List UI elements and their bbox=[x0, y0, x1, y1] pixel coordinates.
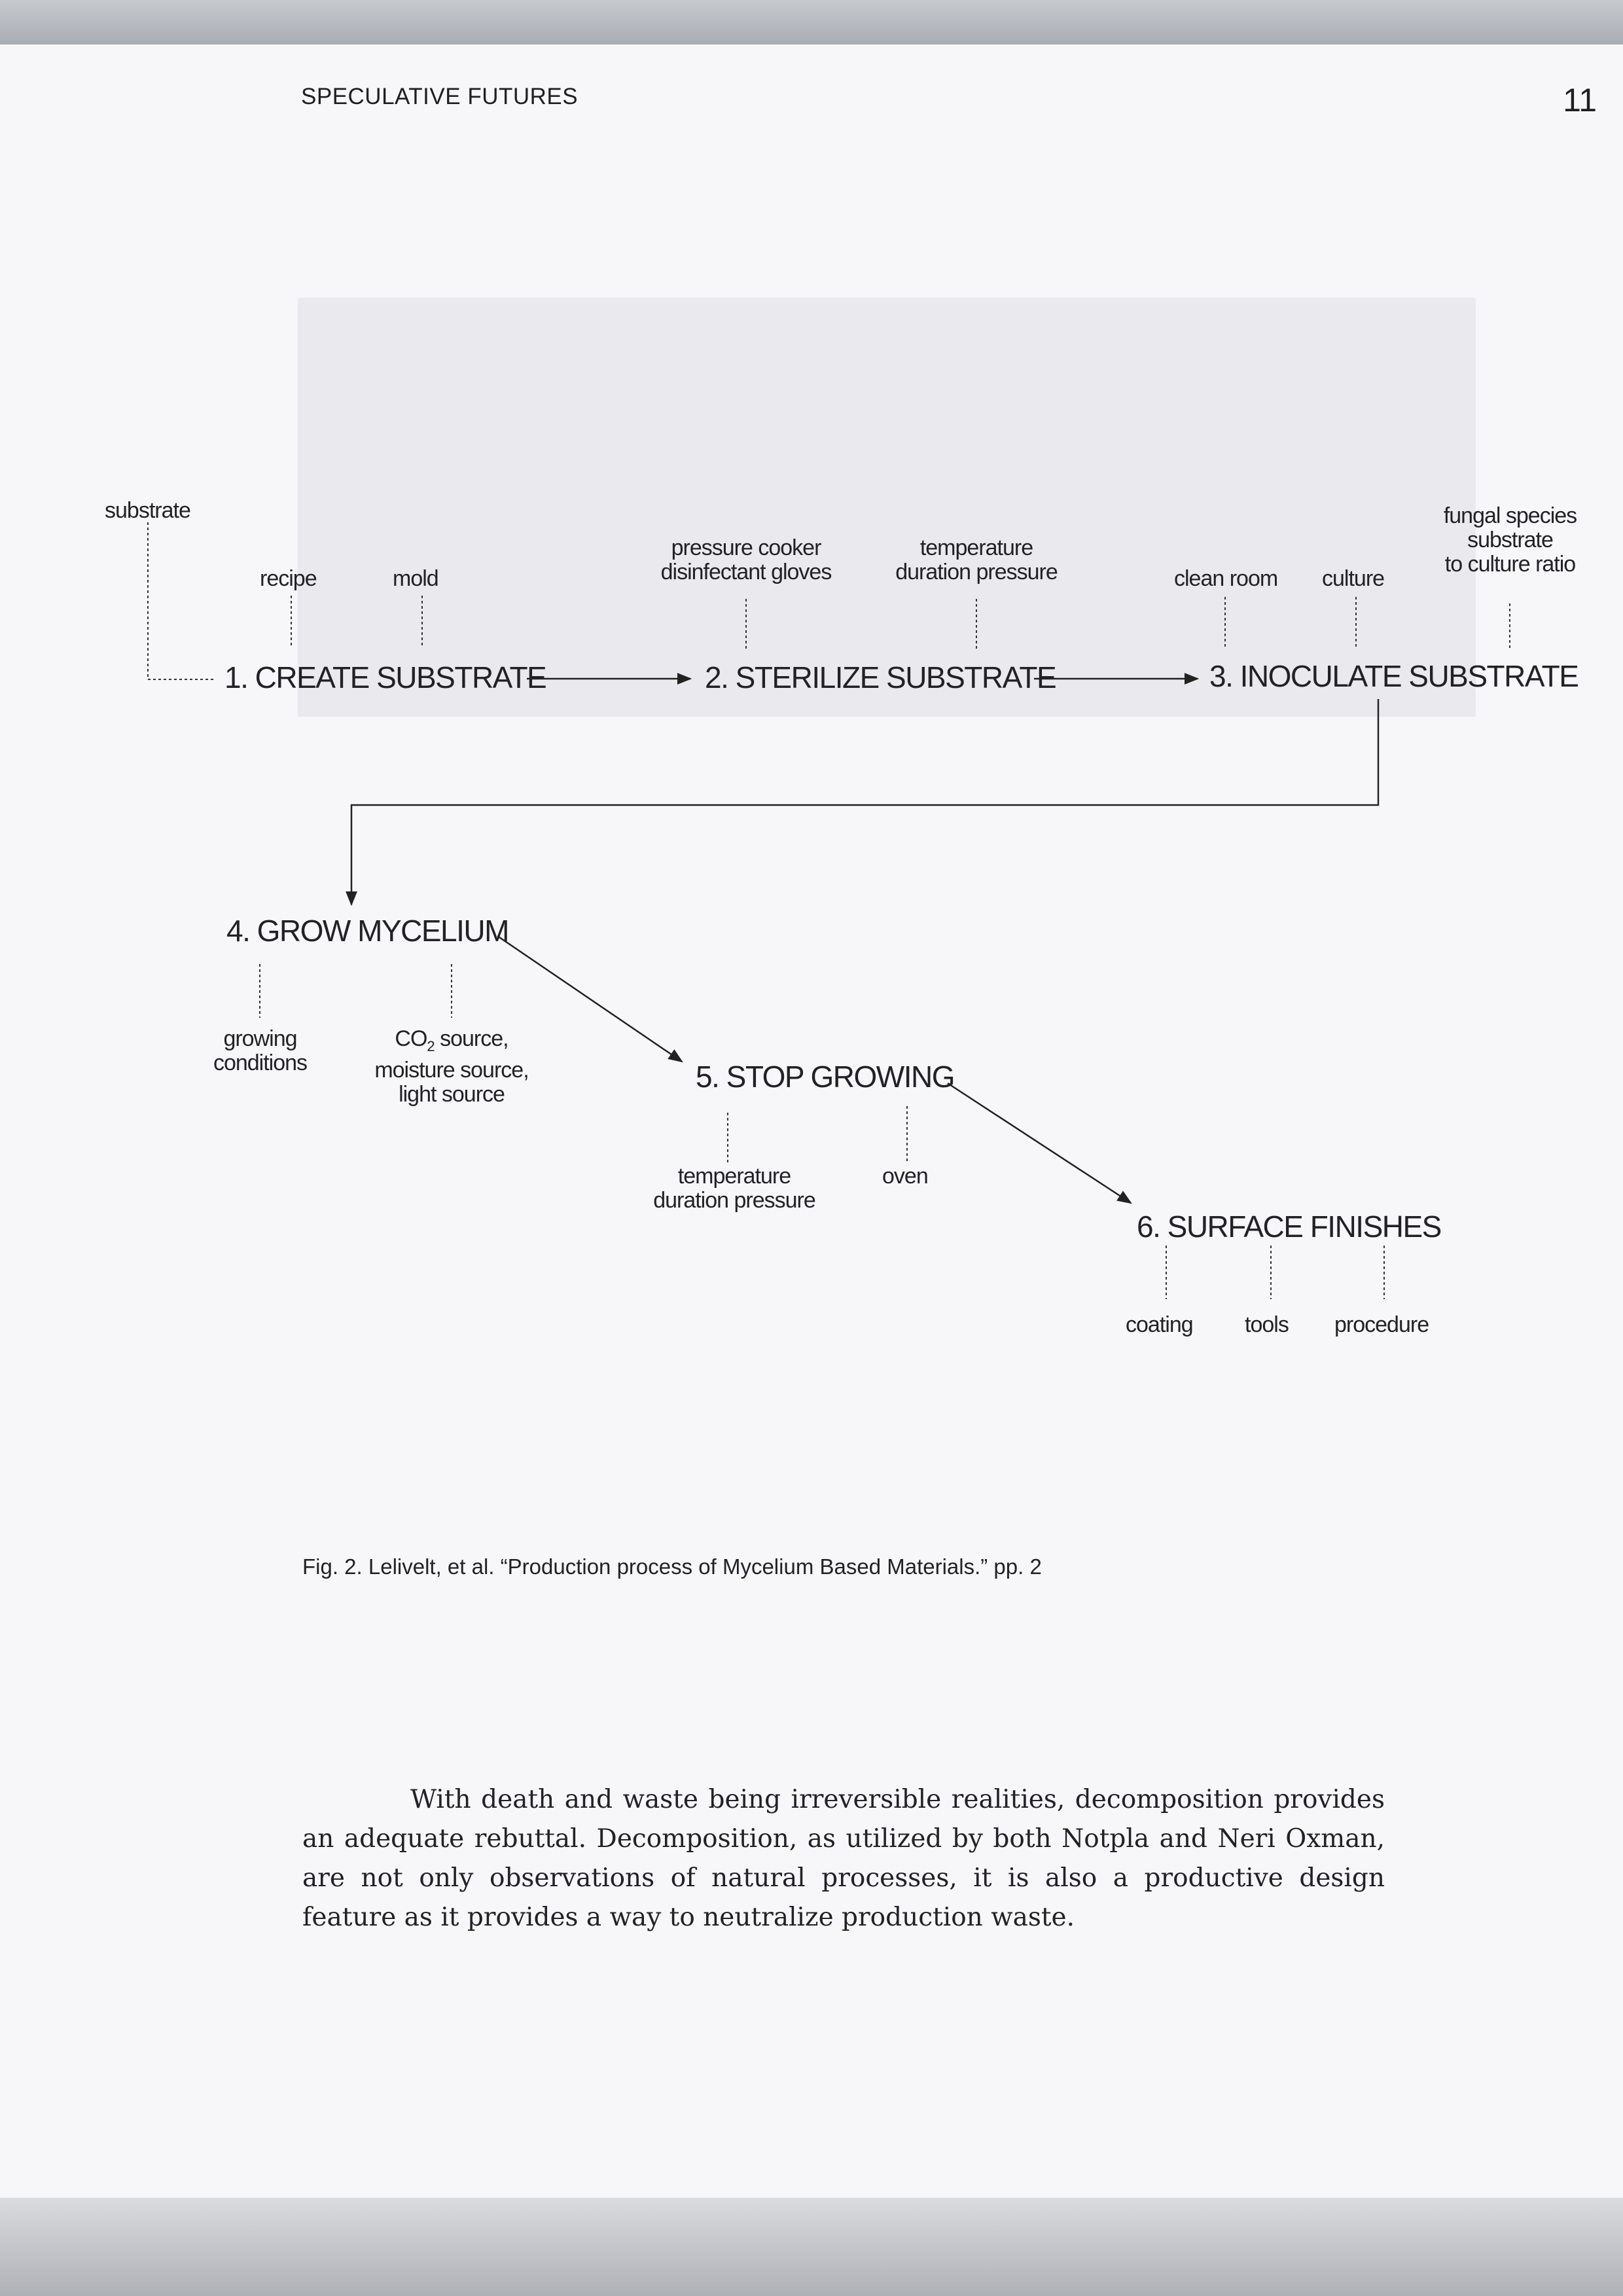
step-stop-growing: 5. STOP GROWING bbox=[696, 1060, 954, 1094]
label-substrate: substrate bbox=[105, 498, 190, 523]
label-sources: $CO_2$ source, moisture source, light source bbox=[374, 1026, 529, 1107]
step-create-substrate: 1. CREATE SUBSTRATE bbox=[224, 660, 546, 694]
label-culture-ratio: fungal species substrate to culture ratio bbox=[1443, 503, 1577, 577]
label-culture: culture bbox=[1322, 566, 1385, 591]
figure-caption: Fig. 2. Lelivelt, et al. “Production process of Mycelium Based Materials.” pp. 2 bbox=[302, 1554, 1042, 1579]
label-oven: oven bbox=[882, 1164, 928, 1189]
step-surface-finishes: 6. SURFACE FINISHES bbox=[1137, 1210, 1441, 1244]
page-number: 11 bbox=[1563, 82, 1597, 118]
step-sterilize-substrate: 2. STERILIZE SUBSTRATE bbox=[705, 660, 1056, 694]
running-header: SPECULATIVE FUTURES bbox=[301, 84, 579, 109]
substrate-connector bbox=[148, 522, 215, 679]
arrow-5-to-6 bbox=[948, 1083, 1131, 1203]
arrow-3-to-4 bbox=[351, 699, 1378, 905]
label-stop-params: temperature duration pressure bbox=[653, 1164, 815, 1213]
label-growing-conditions: growing conditions bbox=[213, 1026, 308, 1075]
body-paragraph: With death and waste being irreversible realities, decomposition provides an adequate rebuttal. Decomposition, as utilized by both Notpla and Neri Oxman, are not only observations of natural processes, it is also a productive design feature as it provides a way to neutralize production waste. bbox=[302, 1785, 1385, 1932]
label-clean-room: clean room bbox=[1174, 566, 1278, 591]
label-procedure: procedure bbox=[1334, 1312, 1429, 1337]
label-sterilize-params: temperature duration pressure bbox=[895, 535, 1058, 584]
label-recipe: recipe bbox=[260, 566, 317, 591]
label-sterilize-tools: pressure cooker disinfectant gloves bbox=[660, 535, 832, 584]
step-grow-mycelium: 4. GROW MYCELIUM bbox=[226, 914, 508, 948]
step-inoculate-substrate: 3. INOCULATE SUBSTRATE bbox=[1209, 659, 1578, 693]
label-tools: tools bbox=[1245, 1312, 1289, 1337]
label-mold: mold bbox=[393, 566, 438, 591]
label-coating: coating bbox=[1126, 1312, 1193, 1337]
